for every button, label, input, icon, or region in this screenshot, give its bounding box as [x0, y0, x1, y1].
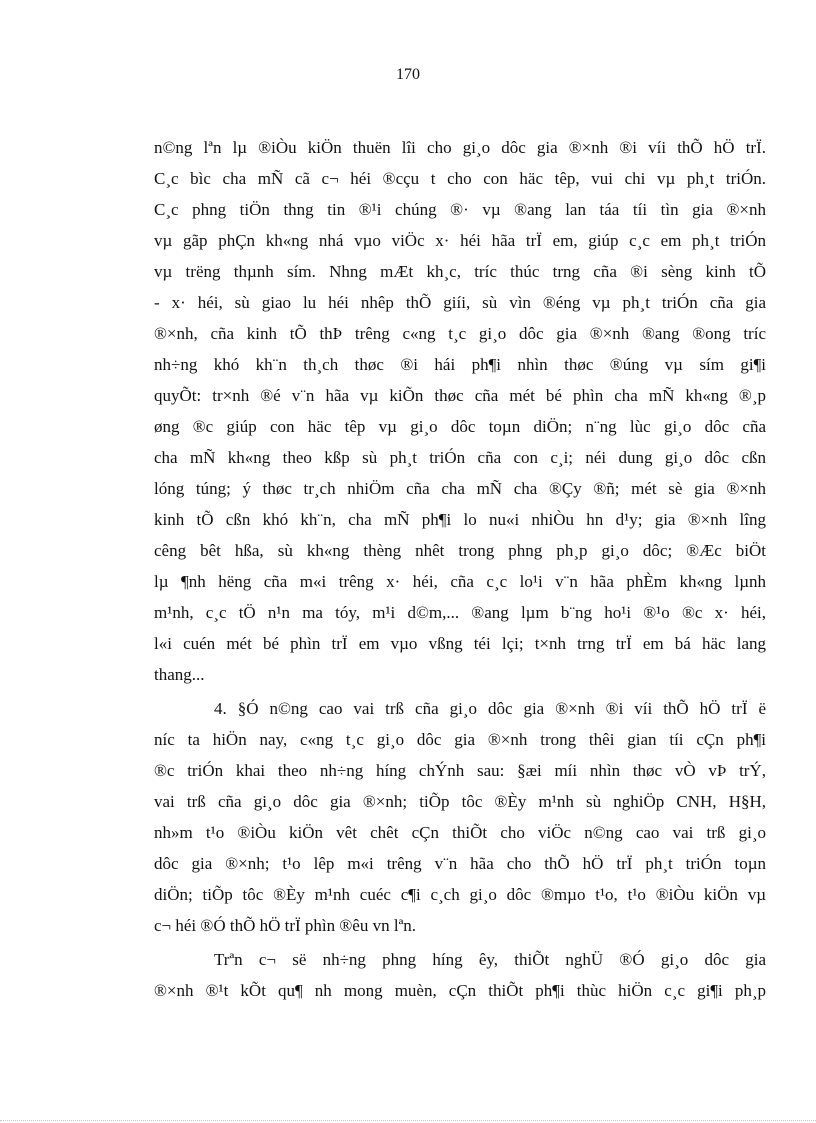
text-line: øng ®c giúp con häc têp vµ gi¸o dôc toµn diÖn; n¨ng lùc gi¸o dôc cña	[154, 417, 766, 436]
text-line: ®c triÓn khai theo nh÷ng híng chÝnh sau: §æi míi nhìn thøc vÒ vÞ trÝ,	[154, 761, 766, 780]
text-line: nh»m t¹o ®iÒu kiÖn vêt chêt cÇn thiÕt cho viÖc n©ng cao vai trß gi¸o	[154, 823, 766, 842]
text-line: cêng bêt hßa, sù kh«ng thèng nhêt trong phng ph¸p gi¸o dôc; ®Æc biÖt	[154, 541, 766, 560]
text-line: níc ta hiÖn nay, c«ng t¸c gi¸o dôc gia ®×nh trong thêi gian tíi cÇn ph¶i	[154, 730, 766, 749]
text-line: vai trß cña gi¸o dôc gia ®×nh; tiÕp tôc ®Èy m¹nh sù nghiÖp CNH, H§H,	[154, 792, 766, 811]
text-line: vµ gãp phÇn kh«ng nhá vµo viÖc x· héi hãa trÏ em, giúp c¸c em ph¸t triÓn	[154, 231, 766, 250]
text-line: quyÕt: tr×nh ®é v¨n hãa vµ kiÕn thøc cña mét bé phìn cha mÑ kh«ng ®¸p	[154, 386, 766, 405]
text-line: lóng túng; ý thøc tr¸ch nhiÖm cña cha mÑ cha ®Çy ®ñ; mét sè gia ®×nh	[154, 479, 766, 498]
page-number: 170	[396, 66, 420, 83]
text-line: n©ng lªn lµ ®iÒu kiÖn thuën lîi cho gi¸o dôc gia ®×nh ®i víi thÕ hÖ trÏ.	[154, 138, 766, 157]
text-line: nh÷ng khó kh¨n th¸ch thøc ®i hái ph¶i nhìn thøc ®úng vµ sím gi¶i	[154, 355, 766, 374]
text-line: ®×nh ®¹t kÕt qu¶ nh mong muèn, cÇn thiÕt ph¶i thùc hiÖn c¸c gi¶i ph¸p	[154, 981, 766, 1000]
page-bottom-divider	[0, 1120, 816, 1121]
text-line: C¸c bìc cha mÑ cã c¬ héi ®cçu t cho con häc têp, vui chi vµ ph¸t triÓn.	[154, 169, 766, 188]
text-line: 4. §Ó n©ng cao vai trß cña gi¸o dôc gia ®×nh ®i víi thÕ hÖ trÏ ë	[214, 699, 766, 718]
text-line: dôc gia ®×nh; t¹o lêp m«i trêng v¨n hãa cho thÕ hÖ trÏ ph¸t triÓn toµn	[154, 854, 766, 873]
text-line: Trªn c¬ së nh÷ng phng híng êy, thiÕt nghÜ ®Ó gi¸o dôc gia	[214, 950, 766, 969]
text-line: cha mÑ kh«ng theo kßp sù ph¸t triÓn cña con c¸i; néi dung gi¸o dôc cßn	[154, 448, 766, 467]
text-line: vµ trëng thµnh sím. Nhng mÆt kh¸c, tríc thúc trng cña ®i sèng kinh tÕ	[154, 262, 766, 281]
text-line: diÖn; tiÕp tôc ®Èy m¹nh cuéc c¶i c¸ch gi¸o dôc ®mµo t¹o, t¹o ®iÒu kiÖn vµ	[154, 885, 766, 904]
text-line: m¹nh, c¸c tÖ n¹n ma tóy, m¹i d©m,... ®ang lµm b¨ng ho¹i ®¹o ®c x· héi,	[154, 603, 766, 622]
text-line: thang...	[154, 665, 205, 684]
text-line: l«i cuén mét bé phìn trÏ em vµo vßng téi lçi; t×nh trng trÏ em bá häc lang	[154, 634, 766, 653]
text-line: kinh tÕ cßn khó kh¨n, cha mÑ ph¶i lo nu«i nhiÒu hn d¹y; gia ®×nh lîng	[154, 510, 766, 529]
text-line: c¬ héi ®Ó thÕ hÖ trÏ phìn ®êu vn lªn.	[154, 916, 417, 935]
text-line: C¸c phng tiÖn thng tin ®¹i chúng ®· vµ ®ang lan táa tíi tìn gia ®×nh	[154, 200, 766, 219]
text-line: ®×nh, cña kinh tÕ thÞ trêng c«ng t¸c gi¸o dôc gia ®×nh ®ang ®ong tríc	[154, 324, 766, 343]
text-line: - x· héi, sù giao lu héi nhêp thÕ giíi, sù vìn ®éng vµ ph¸t triÓn cña gia	[154, 293, 766, 312]
text-line: lµ ¶nh hëng cña m«i trêng x· héi, cña c¸c lo¹i v¨n hãa phÈm kh«ng lµnh	[154, 572, 766, 591]
